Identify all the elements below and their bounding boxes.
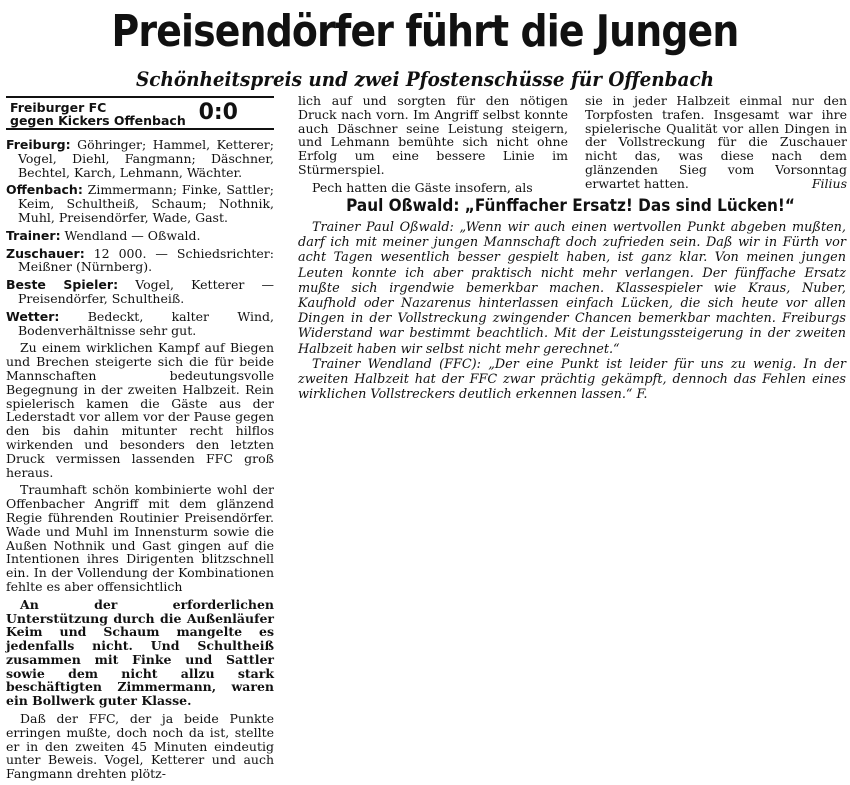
column-1 (6, 96, 274, 785)
quote-osswald: Trainer Paul Oßwald: „Wenn wir auch einen wertvollen Punkt abgeben mußten, darf ich mit meiner jungen Mannschaft doch zufrieden sein. Daß wir in Fürth vor acht Tagen wesentlich besser gespielt haben, ist ganz klar. Von meinen jungen Leuten konnte ich aber praktisch nicht mehr verlangen. Der fünffache Ersatz mußte sich irgendwie bemerkbar machen. Klassespieler wie Kraus, Nuber, Kaufhold oder Nazarenus hinterlassen einfach Lücken, die sich heute vor allen Dingen in der Vollstreckung zwingender Chancen bemerkbar machten. Freiburgs Widerstand war bestimmt beachtlich. Mit der Leistungssteigerung in der zweiten Halbzeit haben wir selbst nicht mehr gerechnet.“ (298, 220, 846, 357)
match-home-team: Freiburger FC (10, 100, 107, 115)
author-signature: Filius (811, 175, 847, 191)
match-box (6, 96, 274, 130)
section-heading: Paul Oßwald: „Fünffacher Ersatz! Das sind Lücken!“ (346, 196, 795, 216)
match-score: 0:0 (198, 100, 238, 125)
spectators-info: Zuschauer: 12 000. — Schiedsrichter: Meißner (Nürnberg). (6, 245, 274, 275)
body-paragraph-4: Daß der FFC, der ja beide Punkte erringen mußte, doch noch da ist, stellte er in den zweiten 45 Minuten eindeutig unter Beweis. Vogel, Ketterer und auch Fangmann drehten plötz- (6, 711, 274, 782)
lineup-offenbach: Offenbach: Zimmermann; Finke, Sattler; Keim, Schultheiß, Schaum; Nothnik, Muhl, Preisendörfer, Wade, Gast. (6, 182, 274, 225)
headline: Preisendörfer führt die Jungen (111, 6, 739, 57)
weather-info: Wetter: Bedeckt, kalter Wind, Bodenverhältnisse sehr gut. (6, 308, 274, 338)
subtitle: Schönheitspreis und zwei Pfostenschüsse für Offenbach (135, 67, 715, 91)
body-paragraph-7: sie in jeder Halbzeit einmal nur den Torpfosten trafen. Insgesamt war ihre spielerische Qualität vor allen Dingen in der Vollstreckung für die Zuschauer nicht das, was diese nach dem glänzenden Sieg vom Vorsonntag erwartet hatten. (585, 93, 847, 191)
quote-wendland: Trainer Wendland (FFC): „Der eine Punkt ist leider für uns zu wenig. In der zweiten Halbzeit hat der FFC zwar prächtig gekämpft, dennoch das Fehlen eines wirklichen Vollstreckers deutlich erkennen lassen.“ F. (298, 356, 846, 403)
body-paragraph-2: Traumhaft schön kombinierte wohl der Offenbacher Angriff mit dem glänzend Regie führenden Routinier Preisendörfer. Wade und Muhl im Innensturm sowie die Außen Nothnik und Gast gingen auf die Intentionen ihres Dirigenten blitzschnell ein. In der Vollendung der Kombinationen fehlte es aber offensichtlich (6, 482, 274, 594)
best-players-info: Beste Spieler: Vogel, Ketterer — Preisendörfer, Schultheiß. (6, 277, 275, 306)
body-paragraph-6: Pech hatten die Gäste insofern, als (312, 179, 533, 195)
lineup-freiburg: Freiburg: Göhringer; Hammel, Ketterer; Vogel, Diehl, Fangmann; Däschner, Bechtel, Karch, Lehmann, Wächter. (6, 137, 274, 180)
match-away-team: gegen Kickers Offenbach (10, 113, 186, 128)
trainer-quotes (298, 220, 846, 402)
body-paragraph-3: An der erforderlichen Unterstützung durch die Außenläufer Keim und Schaum mangelte es jedenfalls nicht. Und Schultheiß zusammen mit Finke und Sattler sowie dem nicht allzu stark beschäftigten Zimmermann, waren ein Bollwerk guter Klasse. (6, 596, 274, 709)
body-paragraph-5: lich auf und sorgten für den nötigen Druck nach vorn. Im Angriff selbst konnte auch Däschner seine Leistung steigern, und Lehmann bemühte sich nicht ohne Erfolg um eine bessere Linie im Stürmerspiel. (298, 93, 568, 177)
column-3 (585, 94, 847, 194)
trainer-info: Trainer: Wendland — Oßwald. (6, 227, 201, 243)
body-paragraph-1: Zu einem wirklichen Kampf auf Biegen und Brechen steigerte sich die für beide Mannschaften bedeutungsvolle Begegnung in der zweiten Halbzeit. Rein spielerisch kamen die Gäste aus der Lederstadt vor allem vor der Pause gegen den bis dahin mitunter recht hilflos wirkenden und besonders den letzten Druck vermissen lassenden FFC groß heraus. (6, 340, 274, 480)
column-2 (298, 94, 568, 199)
